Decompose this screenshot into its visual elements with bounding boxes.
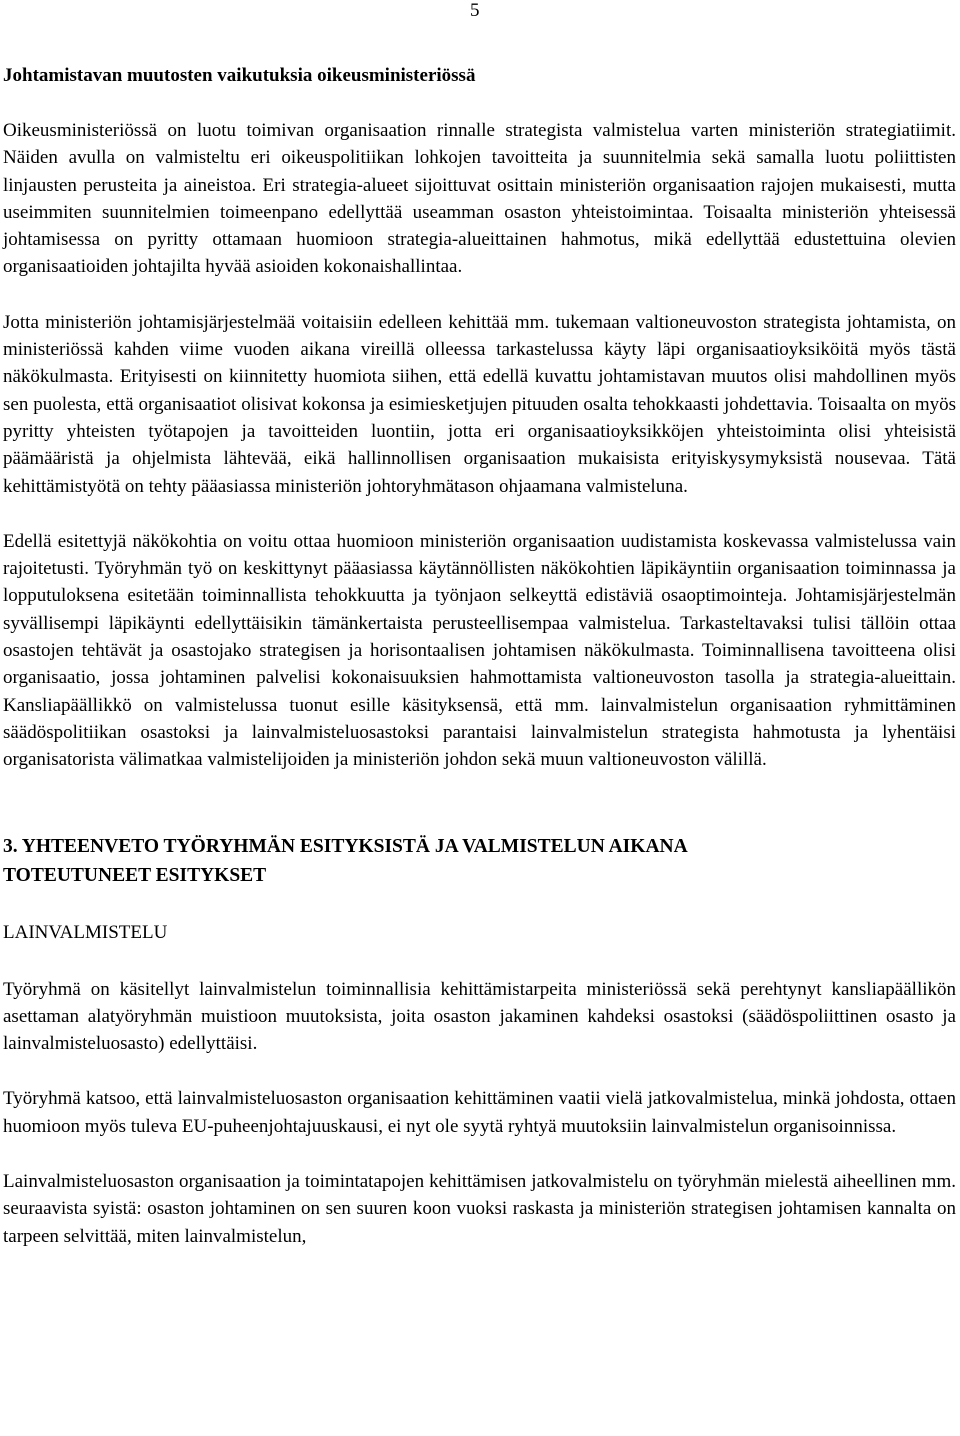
chapter-heading (3, 832, 956, 890)
body-paragraph: Edellä esitettyjä näkökohtia on voitu ottaa huomioon ministeriön organisaation uudistamista koskevassa valmistelussa vain rajoitetusti. Työryhmän työ on keskittynyt pääasiassa käytännöllisten näkökohtien läpikäyntiin organisaation toiminnassa ja lopputuloksena esitetään toiminnallista tehokkuutta ja työnjaon selkeyttä edistäviä osaoptimointeja. Johtamisjärjestelmän syvällisempi läpikäynti edellyttäisikin tämänkertaista perusteellisempaa valmistelua. Tarkasteltavaksi tulisi tällöin ottaa osastojen tehtävät ja osastojako strategisen ja horisontaalisen johtamisen näkökulmasta. Toiminnallisena tavoitteena olisi organisaatio, jossa johtaminen palvelisi kokonaisuuksien hahmottamista valtioneuvoston tasolla ja strategia-alueittain. Kansliapäällikkö on valmistelussa tuonut esille käsityksensä, että mm. lainvalmistelun organisaation ryhmittäminen säädöspolitiikan osastoksi ja lainvalmisteluosastoksi parantaisi lainvalmistelun strategista hahmotusta ja lyhentäisi organisatorista välimatkaa valmistelijoiden ja ministeriön johdon sekä muun valtioneuvoston välillä. (3, 530, 956, 771)
body-paragraph: Työryhmä katsoo, että lainvalmisteluosaston organisaation kehittäminen vaatii vielä jatkovalmistelua, minkä johdosta, ottaen huomioon myös tuleva EU-puheenjohtajuuskausi, ei nyt ole syytä ryhtyä muutoksiin lainvalmistelun organisoinnissa. (3, 1088, 956, 1137)
subheading: LAINVALMISTELU (3, 921, 168, 943)
body-paragraph: Oikeusministeriössä on luotu toimivan organisaation rinnalle strategista valmistelua varten ministeriön strategiatiimit. Näiden avulla on valmisteltu eri oikeuspolitiikan lohkojen tavoitteita ja suunnitelmia sekä samalla luotu poliittisten linjausten perusteita ja aineistoa. Eri strategia-alueet sijoittuvat osittain ministeriön organisaation rajojen mukaisesti, mutta useimmiten suunnitelmien toimeenpano edellyttää useamman osaston yhteistoimintaa. Toisaalta ministeriön yhteisessä johtamisessa on pyritty ottamaan huomioon strategia-alueittainen hahmotus, mikä edellyttää edustettuina olevien organisaatioiden johtajilta hyvää asioiden kokonaishallintaa. (3, 120, 956, 278)
chapter-heading-line: 3. YHTEENVETO TYÖRYHMÄN ESITYKSISTÄ JA VALMISTELUN AIKANA (3, 835, 688, 857)
page-content (3, 63, 956, 1250)
body-paragraph: Työryhmä on käsitellyt lainvalmistelun toiminnallisia kehittämistarpeita ministeriössä sekä perehtynyt kansliapäällikön asettaman alatyöryhmän muistioon muutoksista, joita osaston jakaminen kahdeksi osastoksi (säädöspoliittinen osasto ja lainvalmisteluosasto) edellyttäisi. (3, 978, 956, 1055)
body-paragraph: Lainvalmisteluosaston organisaation ja toimintatapojen kehittämisen jatkovalmistelu on työryhmän mielestä aiheellinen mm. seuraavista syistä: osaston johtaminen on sen suuren koon vuoksi raskasta ja ministeriön strategisen johtamisen kannalta on tarpeen selvittää, miten lainvalmistelun, (3, 1171, 956, 1247)
page-number: 5 (470, 0, 480, 21)
section-heading: Johtamistavan muutosten vaikutuksia oikeusministeriössä (3, 65, 476, 86)
chapter-heading-line: TOTEUTUNEET ESITYKSET (3, 864, 267, 886)
body-paragraph: Jotta ministeriön johtamisjärjestelmää voitaisiin edelleen kehittää mm. tukemaan valtioneuvoston strategista johtamista, on ministeriössä kahden viime vuoden aikana vireillä olleessa tarkastelussa käyty läpi organisaatioyksiköitä myös tästä näkökulmasta. Erityisesti on kiinnitetty huomiota siihen, että edellä kuvattu johtamistavan muutos olisi mahdollinen myös sen puolesta, että organisaatiot olisivat kokonsa ja esimiesketjujen pituuden osalta tehokkaasti johdettavia. Toisaalta on myös pyritty yhteisten työtapojen ja tavoitteiden luontiin, jotta eri organisaatioyksikköjen yhteistoiminta olisi yhteisistä päämääristä ja ohjelmista lähtevää, eikä hallinnollisen organisaation mukaisista erityiskysymyksistä nousevaa. Tätä kehittämistyötä on tehty pääasiassa ministeriön johtoryhmätason ohjaamana valmisteluna. (3, 311, 956, 497)
